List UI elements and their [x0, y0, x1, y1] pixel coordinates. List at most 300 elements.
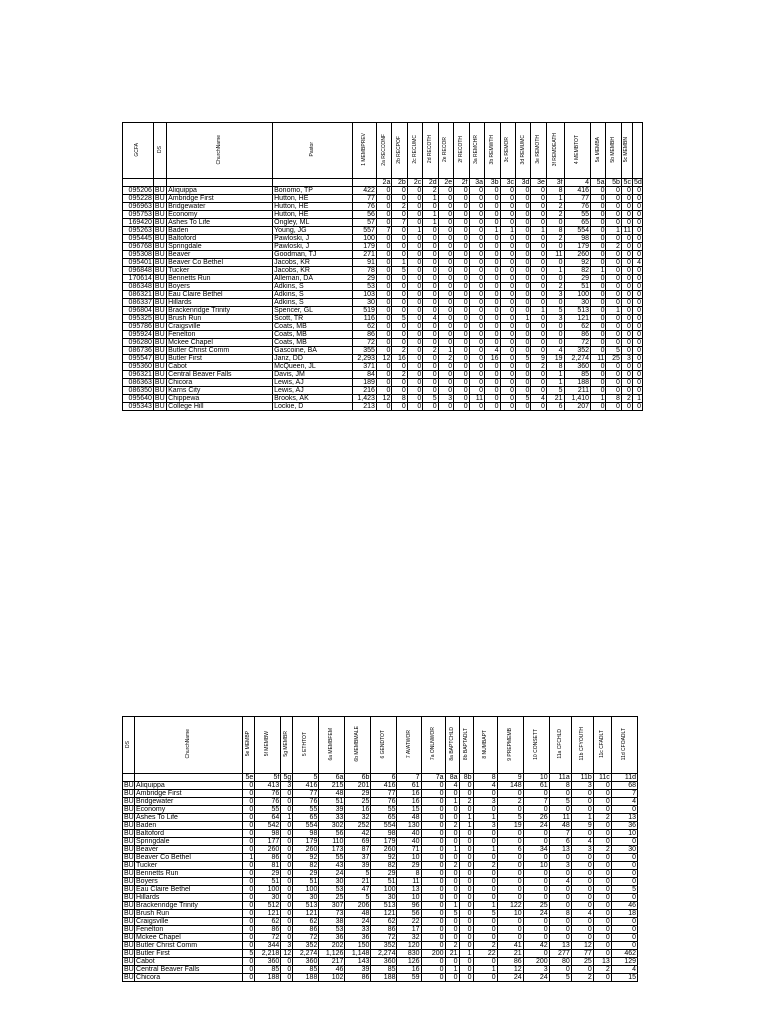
- table-cell: 0: [281, 822, 293, 830]
- table-cell: 0: [438, 363, 453, 371]
- table-cell: Scott, TR: [273, 315, 352, 323]
- table-cell: 542: [255, 822, 281, 830]
- table-cell: BU: [154, 355, 165, 362]
- table-cell: 0: [546, 299, 564, 307]
- table-row: [123, 235, 643, 243]
- table-subheader-row: [123, 774, 638, 782]
- table-cell: 0: [407, 331, 422, 339]
- table-cell: 0: [459, 926, 473, 934]
- table-cell: 0: [459, 958, 473, 966]
- table-cell: 0: [485, 219, 500, 227]
- table-cell: 0: [454, 275, 469, 283]
- table-cell: 116: [352, 315, 376, 323]
- table-cell: 213: [352, 403, 376, 411]
- column-code: 5c: [621, 179, 632, 187]
- table-cell: 0: [243, 934, 255, 942]
- table-cell: 0: [454, 219, 469, 227]
- table-cell: 0: [485, 387, 500, 395]
- table-cell: 2: [546, 283, 564, 291]
- table-cell: 0: [611, 838, 637, 846]
- table-cell: 13: [549, 942, 571, 950]
- table-cell: 173: [319, 846, 345, 854]
- table-cell: 0: [606, 371, 621, 379]
- table-cell: 0: [438, 203, 453, 211]
- table-cell: 25: [345, 798, 371, 806]
- table-cell: 25: [606, 355, 621, 363]
- table-cell: 15: [397, 806, 421, 814]
- table-cell: 8: [549, 782, 571, 790]
- table-cell: 416: [564, 187, 590, 195]
- table-header-row: [123, 717, 638, 774]
- table-cell: 0: [454, 235, 469, 243]
- table-cell: 0: [438, 299, 453, 307]
- table-cell: Tucker: [135, 862, 243, 870]
- table-cell: 0: [523, 854, 549, 862]
- table-cell: 1: [571, 814, 593, 822]
- table-cell: 4: [473, 782, 497, 790]
- table-cell: 0: [485, 187, 500, 195]
- column-code: 11c: [593, 774, 611, 782]
- column-code: [123, 179, 154, 187]
- table-cell: 40: [397, 838, 421, 846]
- table-cell: 0: [407, 219, 422, 227]
- table-cell: 0: [421, 910, 445, 918]
- table-cell: 8: [549, 910, 571, 918]
- table-cell: 53: [319, 926, 345, 934]
- table-cell: 2: [438, 355, 453, 363]
- table-cell: 8: [392, 395, 407, 403]
- table-cell: 0: [485, 251, 500, 259]
- table-cell: 0: [523, 950, 549, 958]
- table-cell: 2: [473, 942, 497, 950]
- table-cell: 103: [352, 291, 376, 299]
- table-cell: 0: [500, 339, 515, 347]
- table-cell: 48: [397, 814, 421, 822]
- table-cell: 0: [571, 918, 593, 926]
- column-code: 5a: [591, 179, 606, 187]
- table-cell: 0: [593, 918, 611, 926]
- table-cell: 0: [497, 926, 523, 934]
- table-cell: 0: [469, 307, 484, 315]
- table-cell: 0: [407, 363, 422, 371]
- table-cell: 0: [438, 235, 453, 243]
- column-header: [459, 717, 473, 774]
- table-cell: 0: [611, 942, 637, 950]
- table-cell: 72: [255, 934, 281, 942]
- table-cell: 0: [593, 830, 611, 838]
- table-cell: 0: [392, 227, 407, 235]
- table-cell: 0: [500, 203, 515, 211]
- table-cell: 0: [593, 838, 611, 846]
- table-cell: 0: [632, 299, 642, 307]
- table-cell: BU: [124, 966, 134, 973]
- table-cell: 2: [593, 846, 611, 854]
- table-cell: 0: [459, 782, 473, 790]
- table-cell: 0: [500, 379, 515, 387]
- table-cell: 0: [392, 299, 407, 307]
- column-code: 4: [564, 179, 590, 187]
- table-row: [123, 339, 643, 347]
- table-cell: BU: [154, 195, 165, 202]
- table-cell: 0: [281, 918, 293, 926]
- table-cell: 0: [281, 966, 293, 974]
- column-header: [281, 717, 293, 774]
- table-cell: 0: [469, 315, 484, 323]
- table-cell: 0: [445, 934, 459, 942]
- table-cell: BU: [124, 814, 134, 821]
- table-cell: 0: [438, 379, 453, 387]
- table-cell: BU: [124, 782, 134, 789]
- table-cell: 1: [445, 846, 459, 854]
- table-cell: 2,274: [564, 355, 590, 363]
- column-header: [531, 123, 546, 179]
- column-header-label: 5e MEMBP: [245, 731, 252, 757]
- table-cell: 72: [564, 339, 590, 347]
- table-cell: BU: [124, 942, 134, 949]
- table-cell: 095547: [123, 355, 154, 363]
- column-code: 2f: [454, 179, 469, 187]
- table-cell: 0: [515, 291, 530, 299]
- table-cell: 5: [497, 814, 523, 822]
- table-cell: 24: [523, 974, 549, 982]
- column-code: 2a: [376, 179, 391, 187]
- table-row: [123, 894, 638, 902]
- table-cell: 10: [397, 854, 421, 862]
- table-row: [123, 243, 643, 251]
- table-row: [123, 878, 638, 886]
- table-cell: 0: [243, 846, 255, 854]
- table-cell: 1: [392, 259, 407, 267]
- table-cell: 0: [531, 243, 546, 251]
- table-cell: 0: [632, 267, 642, 275]
- table-cell: 0: [531, 347, 546, 355]
- table-cell: 77: [352, 195, 376, 203]
- table-cell: 0: [593, 790, 611, 798]
- table-cell: 0: [632, 347, 642, 355]
- table-cell: 0: [281, 854, 293, 862]
- table-cell: 0: [485, 307, 500, 315]
- table-cell: 0: [591, 211, 606, 219]
- column-header-label: 2d RECOTH: [426, 135, 433, 164]
- table-cell: 48: [319, 790, 345, 798]
- table-body: [123, 782, 638, 982]
- table-row: [123, 355, 643, 363]
- table-cell: 0: [438, 283, 453, 291]
- table-cell: Brooks, AK: [273, 395, 352, 403]
- table-cell: 0: [549, 894, 571, 902]
- table-cell: 24: [319, 870, 345, 878]
- table-cell: 095786: [123, 323, 154, 331]
- table-cell: 0: [459, 934, 473, 942]
- table-cell: 0: [423, 371, 438, 379]
- table-cell: 0: [445, 974, 459, 982]
- table-cell: 0: [632, 331, 642, 339]
- table-cell: 519: [352, 307, 376, 315]
- table-cell: 0: [500, 347, 515, 355]
- table-cell: 0: [454, 267, 469, 275]
- table-cell: Beaver: [135, 846, 243, 854]
- table-cell: 16: [397, 798, 421, 806]
- table-cell: Central Beaver Falls: [135, 966, 243, 974]
- table-cell: Hillards: [167, 299, 273, 307]
- table-cell: 0: [445, 870, 459, 878]
- table-cell: 0: [469, 227, 484, 235]
- column-header: [167, 123, 273, 179]
- table-cell: 0: [611, 934, 637, 942]
- table-cell: 352: [564, 347, 590, 355]
- table-cell: 0: [469, 259, 484, 267]
- table-row: [123, 870, 638, 878]
- table-row: [123, 814, 638, 822]
- table-cell: 0: [632, 203, 642, 211]
- column-header: [293, 717, 319, 774]
- table-cell: Brush Run: [167, 315, 273, 323]
- column-header-label: 11a CFCHLD: [556, 729, 563, 759]
- table-cell: 554: [293, 822, 319, 830]
- table-cell: 0: [392, 403, 407, 411]
- table-cell: 0: [438, 187, 453, 195]
- table-cell: 0: [454, 243, 469, 251]
- table-cell: 121: [293, 910, 319, 918]
- table-cell: 122: [497, 902, 523, 910]
- table-cell: 0: [485, 331, 500, 339]
- table-cell: 1,148: [345, 950, 371, 958]
- table-cell: 554: [564, 227, 590, 235]
- table-cell: 39: [319, 806, 345, 814]
- table-cell: 0: [473, 974, 497, 982]
- table-cell: 0: [407, 355, 422, 363]
- table-cell: 360: [564, 363, 590, 371]
- table-cell: 0: [591, 187, 606, 195]
- table-cell: 71: [397, 846, 421, 854]
- table-cell: 0: [515, 387, 530, 395]
- table-cell: 0: [421, 830, 445, 838]
- table-cell: Lewis, AJ: [273, 379, 352, 387]
- table-cell: 0: [392, 323, 407, 331]
- table-cell: 0: [281, 870, 293, 878]
- table-cell: BU: [154, 203, 165, 210]
- table-cell: 413: [255, 782, 281, 790]
- table-cell: 91: [352, 259, 376, 267]
- table-cell: 2: [392, 203, 407, 211]
- table-cell: 0: [438, 323, 453, 331]
- table-cell: 1: [473, 846, 497, 854]
- table-cell: 15: [611, 974, 637, 982]
- column-header-label: 3b REMWTH: [488, 134, 495, 165]
- table-cell: 37: [345, 854, 371, 862]
- table-cell: 0: [523, 934, 549, 942]
- table-cell: 0: [445, 894, 459, 902]
- table-cell: 0: [485, 243, 500, 251]
- table-row: [123, 307, 643, 315]
- table-cell: Karns City: [167, 387, 273, 395]
- table-cell: 200: [523, 958, 549, 966]
- table-cell: 0: [243, 790, 255, 798]
- table-cell: BU: [154, 275, 165, 282]
- table-cell: 0: [445, 926, 459, 934]
- table-row: [123, 283, 643, 291]
- table-cell: 0: [407, 379, 422, 387]
- table-cell: 6: [497, 846, 523, 854]
- table-cell: 0: [500, 307, 515, 315]
- column-header: [392, 123, 407, 179]
- table-cell: 72: [352, 339, 376, 347]
- table-cell: 0: [459, 830, 473, 838]
- table-cell: 1: [459, 822, 473, 830]
- table-cell: 0: [454, 355, 469, 363]
- table-cell: 65: [293, 814, 319, 822]
- table-cell: 92: [371, 854, 397, 862]
- table-cell: 0: [591, 227, 606, 235]
- table-cell: 0: [571, 830, 593, 838]
- table-cell: 1: [459, 814, 473, 822]
- table-cell: 0: [243, 942, 255, 950]
- table-cell: 7: [523, 798, 549, 806]
- table-cell: 0: [549, 806, 571, 814]
- table-cell: 0: [459, 806, 473, 814]
- column-code: 5: [293, 774, 319, 782]
- table-cell: 0: [473, 830, 497, 838]
- table-cell: 55: [564, 211, 590, 219]
- table-cell: 0: [281, 878, 293, 886]
- table-cell: 0: [469, 363, 484, 371]
- table-cell: 0: [500, 331, 515, 339]
- table-cell: 73: [319, 910, 345, 918]
- table-row: [123, 251, 643, 259]
- table-cell: 150: [345, 942, 371, 950]
- table-cell: 0: [376, 275, 391, 283]
- table-cell: 3: [281, 942, 293, 950]
- table-cell: 086348: [123, 283, 154, 291]
- table-cell: 2,218: [255, 950, 281, 958]
- table-cell: 0: [549, 790, 571, 798]
- table-cell: 0: [621, 259, 632, 267]
- table-cell: 0: [392, 379, 407, 387]
- table-cell: Adkins, S: [273, 283, 352, 291]
- table-cell: 0: [591, 323, 606, 331]
- table-cell: 1: [531, 307, 546, 315]
- column-code: 6a: [319, 774, 345, 782]
- table-cell: BU: [154, 395, 165, 402]
- table-cell: 0: [621, 291, 632, 299]
- table-cell: 206: [345, 902, 371, 910]
- table-cell: 252: [345, 822, 371, 830]
- table-cell: 0: [632, 355, 642, 363]
- table-cell: 0: [531, 331, 546, 339]
- table-cell: 1: [445, 798, 459, 806]
- table-cell: 0: [459, 910, 473, 918]
- table-cell: 0: [531, 291, 546, 299]
- table-cell: 82: [293, 862, 319, 870]
- table-cell: 0: [459, 846, 473, 854]
- table-cell: 462: [611, 950, 637, 958]
- table-cell: 2: [546, 235, 564, 243]
- column-header-label: 6a MEMBFEM: [328, 727, 335, 761]
- table-cell: 0: [423, 227, 438, 235]
- table-cell: 86: [497, 958, 523, 966]
- table-cell: 2: [531, 363, 546, 371]
- table-cell: 0: [421, 918, 445, 926]
- table-cell: BU: [124, 846, 134, 853]
- table-cell: 36: [345, 934, 371, 942]
- table-cell: 0: [485, 363, 500, 371]
- table-cell: Ashes To Life: [167, 219, 273, 227]
- column-code: 2c: [407, 179, 422, 187]
- table-cell: BU: [124, 862, 134, 869]
- table-cell: 92: [564, 259, 590, 267]
- column-header-label: ChurchName: [185, 729, 192, 759]
- table-cell: BU: [154, 379, 165, 386]
- column-header: [473, 717, 497, 774]
- column-code: 8a: [445, 774, 459, 782]
- table-cell: 55: [293, 806, 319, 814]
- table-cell: 29: [352, 275, 376, 283]
- table-cell: Economy: [135, 806, 243, 814]
- table-cell: 26: [523, 814, 549, 822]
- table-cell: Baden: [135, 822, 243, 830]
- table-cell: 48: [345, 910, 371, 918]
- table-cell: 12: [281, 950, 293, 958]
- table-cell: 29: [397, 862, 421, 870]
- table-cell: 554: [371, 822, 397, 830]
- table-cell: 3: [549, 862, 571, 870]
- table-cell: 85: [255, 966, 281, 974]
- table-cell: 188: [293, 974, 319, 982]
- table-cell: BU: [154, 187, 165, 194]
- table-cell: 0: [531, 403, 546, 411]
- table-cell: 0: [376, 323, 391, 331]
- table-cell: 0: [515, 371, 530, 379]
- table-cell: 0: [392, 291, 407, 299]
- table-cell: 86: [352, 331, 376, 339]
- table-cell: 86: [255, 854, 281, 862]
- table-cell: 0: [549, 966, 571, 974]
- table-cell: 2: [445, 942, 459, 950]
- table-cell: 0: [591, 403, 606, 411]
- table-row: [123, 267, 643, 275]
- table-cell: 0: [423, 355, 438, 363]
- table-cell: 216: [352, 387, 376, 395]
- table-cell: 47: [345, 886, 371, 894]
- table-cell: 16: [485, 355, 500, 363]
- table-cell: 0: [281, 934, 293, 942]
- table-cell: 0: [611, 862, 637, 870]
- table-cell: 0: [606, 211, 621, 219]
- table-cell: 0: [591, 243, 606, 251]
- table-cell: 371: [352, 363, 376, 371]
- column-code: 3d: [515, 179, 530, 187]
- table-cell: 0: [392, 251, 407, 259]
- table-cell: 11: [546, 251, 564, 259]
- column-header: [352, 123, 376, 179]
- table-cell: 0: [611, 806, 637, 814]
- table-cell: 0: [469, 283, 484, 291]
- table-cell: 0: [454, 259, 469, 267]
- table-cell: 0: [376, 299, 391, 307]
- table-cell: 0: [632, 371, 642, 379]
- column-header-label: 3a REMCHR: [473, 135, 480, 164]
- table-cell: 0: [549, 870, 571, 878]
- table-cell: Brackenridge Trinity: [167, 307, 273, 315]
- table-cell: 0: [454, 251, 469, 259]
- table-cell: 100: [371, 886, 397, 894]
- table-cell: 0: [485, 323, 500, 331]
- table-cell: 0: [407, 235, 422, 243]
- table-cell: 0: [515, 347, 530, 355]
- table-cell: 11: [591, 355, 606, 363]
- table-cell: 0: [421, 974, 445, 982]
- table-cell: 13: [397, 886, 421, 894]
